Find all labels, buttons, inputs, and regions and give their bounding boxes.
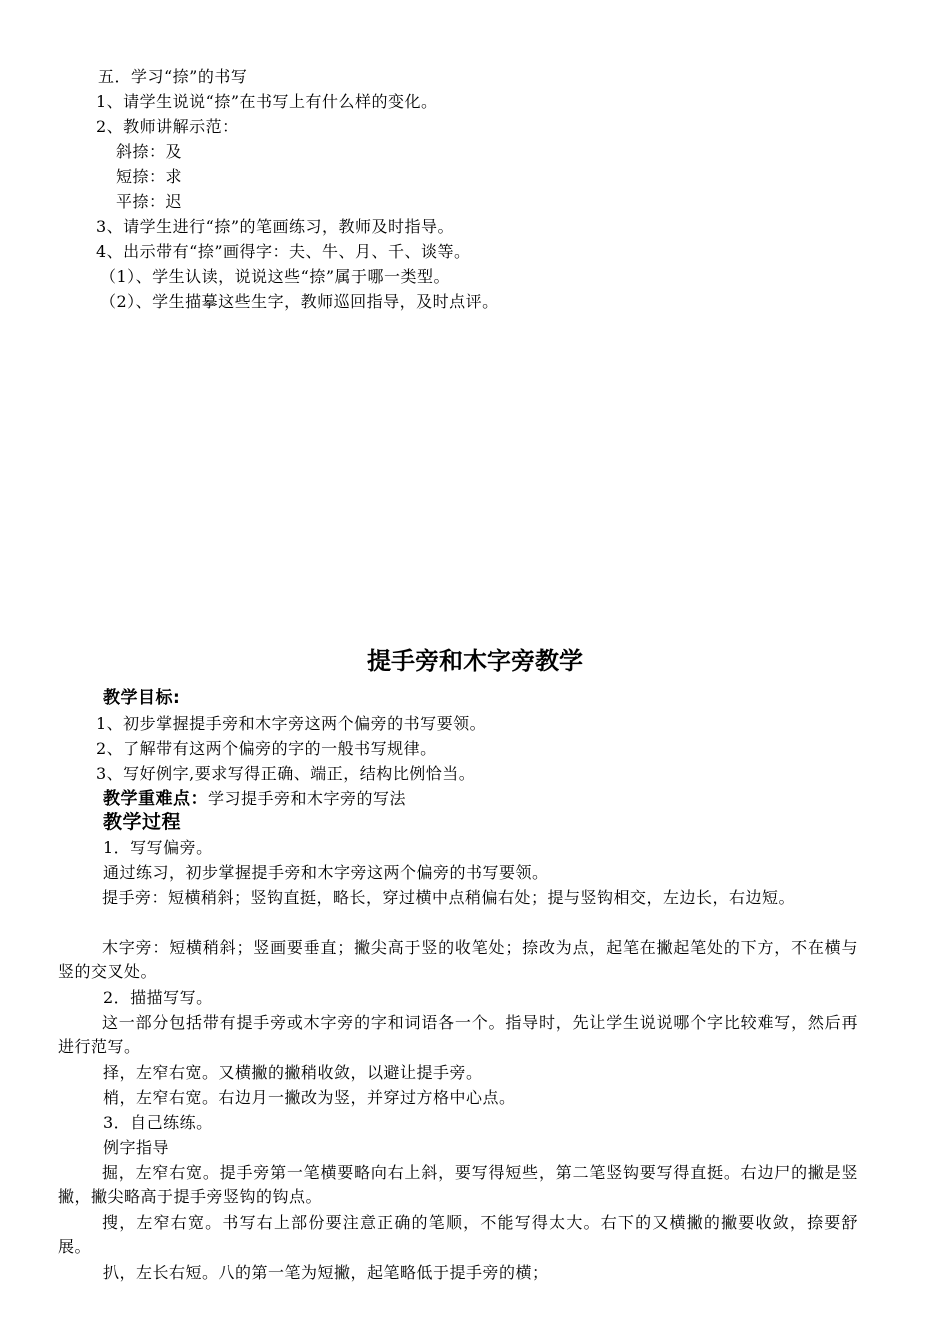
section-five-item-3: 3、请学生进行“捺”的笔画练习，教师及时指导。 bbox=[96, 217, 455, 236]
paragraph-sou: 搜，左窄右宽。书写右上部份要注意正确的笔顺，不能写得太大。右下的又横撇的撇要收敛，捺要舒展。 bbox=[58, 1213, 858, 1256]
paragraph-step-2: 这一部分包括带有提手旁或木字旁的字和词语各一个。指导时，先让学生说说哪个字比较难写，然后再进行范写。 bbox=[58, 1013, 858, 1056]
section-five-item-1: 1、请学生说说“捺”在书写上有什么样的变化。 bbox=[96, 92, 438, 111]
section-five-item-4: 4、出示带有“捺”画得字：夫、牛、月、千、谈等。 bbox=[96, 242, 471, 261]
step-1-text: 通过练习，初步掌握提手旁和木字旁这两个偏旁的书写要领。 bbox=[103, 863, 549, 882]
goal-2: 2、了解带有这两个偏旁的字的一般书写规律。 bbox=[96, 739, 437, 758]
paragraph-tishou: 提手旁：短横稍斜；竖钩直挺，略长，穿过横中点稍偏右处；提与竖钩相交，左边长，右边短。 bbox=[102, 888, 796, 907]
step-3-heading: 3．自己练练。 bbox=[103, 1113, 213, 1132]
goal-3: 3、写好例字,要求写得正确、端正，结构比例恰当。 bbox=[96, 764, 476, 783]
goals-heading: 教学目标: bbox=[103, 688, 181, 708]
example-ping-na: 平捺：迟 bbox=[116, 192, 183, 211]
paragraph-muzi: 木字旁：短横稍斜；竖画要垂直；撇尖高于竖的收笔处；捺改为点，起笔在撇起笔处的下方，不在横与竖的交叉处。 bbox=[58, 938, 858, 981]
paragraph-jue: 掘，左窄右宽。提手旁第一笔横要略向右上斜，要写得短些，第二笔竖钩要写得直挺。右边尸的撇是竖撇，撇尖略高于提手旁竖钩的钩点。 bbox=[58, 1163, 858, 1206]
difficulty-line bbox=[103, 787, 406, 811]
goal-1: 1、初步掌握提手旁和木字旁这两个偏旁的书写要领。 bbox=[96, 714, 487, 733]
example-xie-na: 斜捺：及 bbox=[116, 142, 183, 161]
difficulty-text: 学习提手旁和木字旁的写法 bbox=[208, 789, 407, 808]
process-heading: 教学过程 bbox=[103, 811, 182, 833]
example-ze: 择，左窄右宽。又横撇的撇稍收敛，以避让提手旁。 bbox=[103, 1063, 483, 1082]
example-duan-na: 短捺：求 bbox=[116, 167, 183, 186]
section-five-sub-1: （1）、学生认读，说说这些“捺”属于哪一类型。 bbox=[100, 267, 451, 286]
example-shao: 梢，左窄右宽。右边月一撇改为竖，并穿过方格中心点。 bbox=[103, 1088, 516, 1107]
difficulty-label: 教学重难点： bbox=[103, 789, 208, 809]
section-five-item-2: 2、教师讲解示范： bbox=[96, 117, 239, 136]
paragraph-ba: 扒，左长右短。八的第一笔为短撇，起笔略低于提手旁的横； bbox=[103, 1263, 549, 1282]
section-five-sub-2: （2）、学生描摹这些生字，教师巡回指导，及时点评。 bbox=[100, 292, 499, 311]
example-guide-heading: 例字指导 bbox=[103, 1138, 170, 1157]
section-five-heading: 五．学习“捺”的书写 bbox=[98, 67, 248, 86]
step-1-heading: 1．写写偏旁。 bbox=[103, 838, 213, 857]
lesson-title: 提手旁和木字旁教学 bbox=[367, 647, 583, 675]
step-2-heading: 2．描描写写。 bbox=[103, 988, 213, 1007]
